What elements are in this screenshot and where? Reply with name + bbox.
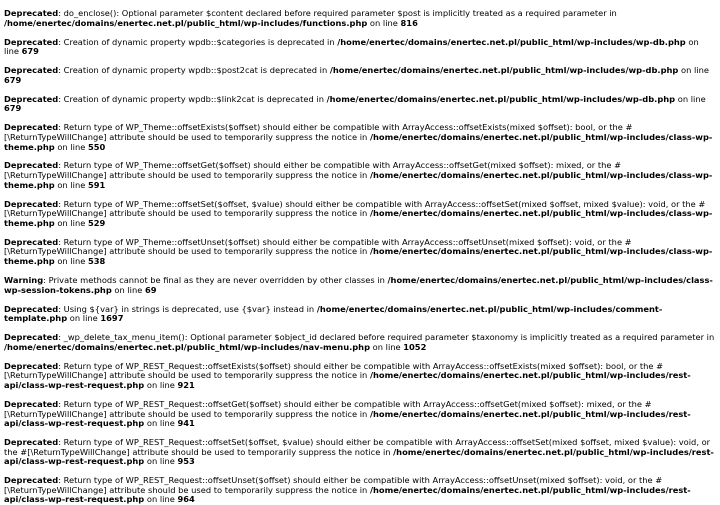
notice-message: : Return type of WP_REST_Request::offsetGet($offset) should either be compatible with ArrayAccess::offsetGet(mixed $offset): mixed, or the #[\ReturnTypeWillChange] attribute should be used to temporarily suppress the notice in (4, 398, 652, 419)
notice-file-path: /home/enertec/domains/enertec.net.pl/public_html/wp-includes/comment-template.php (4, 303, 663, 324)
notice-on-line: on line (367, 17, 401, 28)
notice-line-number: 1697 (100, 313, 124, 324)
notice-on-line: on line (370, 341, 404, 352)
notice-label: Warning (4, 275, 44, 285)
notice-message: : _wp_delete_tax_menu_item(): Optional parameter $object_id declared before required parameter $taxonomy is implicitly treated as a required parameter in (58, 332, 715, 343)
notice-message: : Return type of WP_REST_Request::offsetSet($offset, $value) should either be compatible with ArrayAccess::offsetSet(mixed $offset, mixed $value): void, or the #[\ReturnTypeWillChange] attribute should be used to temporarily suppress the notice in (4, 437, 711, 457)
notice-on-line: on line (54, 217, 88, 228)
notice-file-path: /home/enertec/domains/enertec.net.pl/public_html/wp-includes/rest-api/class-wp-rest-request.php (4, 408, 691, 429)
notice-line-number: 964 (177, 494, 195, 505)
notice-on-line: on line (144, 494, 178, 505)
notice-message: : Return type of WP_Theme::offsetGet($offset) should either be compatible with ArrayAccess::offsetGet(mixed $offset): mixed, or the #[\ReturnTypeWillChange] attribute should be used to temporarily suppress the notice in (4, 160, 622, 181)
notice-label: Deprecated (4, 122, 59, 133)
notice-file-path: /home/enertec/domains/enertec.net.pl/public_html/wp-includes/class-wp-theme.php (4, 246, 713, 267)
php-notice (4, 362, 716, 391)
notice-file-path: /home/enertec/domains/enertec.net.pl/public_html/wp-includes/rest-api/class-wp-rest-request.php (4, 370, 691, 390)
notice-file-path: /home/enertec/domains/enertec.net.pl/public_html/wp-includes/wp-db.php (326, 93, 676, 104)
notice-line-number: 69 (145, 284, 157, 295)
notice-label: Deprecated (4, 360, 59, 371)
php-notice (4, 38, 716, 57)
notice-message: : Creation of dynamic property wpdb::$link2cat is deprecated in (58, 93, 327, 104)
php-notice (4, 123, 716, 152)
notice-on-line: on line (54, 141, 88, 152)
notice-label: Deprecated (4, 36, 59, 47)
notice-line-number: 816 (400, 17, 418, 28)
notice-label: Deprecated (4, 332, 59, 343)
notice-message: : Return type of WP_REST_Request::offsetExists($offset) should either be compatible with ArrayAccess::offsetExists(mixed $offset): bool, or the #[\ReturnTypeWillChange] attribute should be used to temporarily suppress the notice in (4, 360, 664, 381)
notice-on-line: on line (144, 456, 178, 467)
notice-label: Deprecated (4, 160, 59, 171)
notice-on-line: on line (675, 93, 706, 104)
php-notice (4, 305, 716, 324)
notice-file-path: /home/enertec/domains/enertec.net.pl/public_html/wp-includes/functions.php (4, 17, 368, 28)
notice-label: Deprecated (4, 437, 59, 448)
php-notice (4, 200, 716, 229)
php-notice (4, 438, 716, 467)
notice-file-path: /home/enertec/domains/enertec.net.pl/public_html/wp-includes/class-wp-theme.php (4, 131, 713, 152)
notice-line-number: 953 (177, 456, 195, 467)
notice-message: : Return type of WP_Theme::offsetUnset($offset) should either be compatible with ArrayAccess::offsetUnset(mixed $offset): void, or the #[\ReturnTypeWillChange] attribute should be used to temporarily suppress the notice in (4, 236, 632, 257)
notice-label: Deprecated (4, 398, 59, 409)
notice-on-line: on line (111, 284, 145, 295)
php-notice (4, 161, 716, 190)
notice-message: : do_enclose(): Optional parameter $content declared before required parameter $post is implicitly treated as a required parameter in (58, 8, 617, 18)
notice-line-number: 679 (21, 46, 39, 57)
notice-label: Deprecated (4, 303, 59, 314)
notice-line-number: 591 (87, 179, 106, 190)
notice-file-path: /home/enertec/domains/enertec.net.pl/public_html/wp-includes/class-wp-theme.php (4, 170, 713, 190)
notice-line-number: 538 (87, 256, 106, 267)
notice-line-number: 550 (87, 141, 106, 152)
notice-message: : Creation of dynamic property wpdb::$categories is deprecated in (58, 36, 338, 47)
notice-message: : Using ${var} in strings is deprecated, use {$var} instead in (58, 303, 317, 314)
notice-line-number: 679 (4, 74, 22, 85)
notice-on-line: on line (67, 313, 101, 324)
notice-on-line: on line (678, 65, 709, 76)
notice-label: Deprecated (4, 65, 59, 76)
php-notice (4, 95, 716, 114)
notice-file-path: /home/enertec/domains/enertec.net.pl/public_html/wp-includes/wp-db.php (337, 36, 686, 47)
php-notice (4, 476, 716, 505)
notice-label: Deprecated (4, 198, 59, 209)
notice-file-path: /home/enertec/domains/enertec.net.pl/public_html/wp-includes/class-wp-theme.php (4, 208, 713, 228)
notice-file-path: /home/enertec/domains/enertec.net.pl/public_html/wp-includes/rest-api/class-wp-rest-request.php (4, 484, 691, 505)
notice-file-path: /home/enertec/domains/enertec.net.pl/public_html/wp-includes/rest-api/class-wp-rest-request.php (4, 446, 714, 467)
notice-label: Deprecated (4, 236, 59, 247)
php-notice (4, 238, 716, 267)
notice-message: : Return type of WP_REST_Request::offsetUnset($offset) should either be compatible with ArrayAccess::offsetUnset(mixed $offset): void, or the #[\ReturnTypeWillChange] attribute should be used to temporarily suppress the notice in (4, 475, 663, 495)
notice-on-line: on line (54, 179, 88, 190)
notice-label: Deprecated (4, 93, 59, 104)
notice-line-number: 921 (177, 379, 195, 390)
notice-file-path: /home/enertec/domains/enertec.net.pl/public_html/wp-includes/wp-db.php (329, 65, 679, 76)
notice-message: : Creation of dynamic property wpdb::$post2cat is deprecated in (58, 65, 330, 76)
php-notice (4, 66, 716, 85)
notice-line-number: 679 (4, 103, 22, 114)
notice-message: : Private methods cannot be final as they are never overridden by other classes in (43, 275, 388, 285)
notice-message: : Return type of WP_Theme::offsetExists($offset) should either be compatible with ArrayAccess::offsetExists(mixed $offset): bool, or the #[\ReturnTypeWillChange] attribute should be used to temporarily suppress the notice in (4, 122, 633, 142)
notice-message: : Return type of WP_Theme::offsetSet($offset, $value) should either be compatible with ArrayAccess::offsetSet(mixed $offset, mixed $value): void, or the #[\ReturnTypeWillChange] attribute should be used to temporarily suppress the notice in (4, 198, 706, 219)
php-notice (4, 400, 716, 429)
notice-file-path: /home/enertec/domains/enertec.net.pl/public_html/wp-includes/nav-menu.php (4, 341, 371, 352)
notice-on-line: on line (144, 418, 178, 429)
notice-label: Deprecated (4, 8, 59, 18)
php-notice (4, 333, 716, 352)
notice-line-number: 1052 (403, 341, 427, 352)
php-notice (4, 9, 716, 28)
notice-on-line: on line (54, 256, 88, 267)
notice-label: Deprecated (4, 475, 59, 486)
notice-file-path: /home/enertec/domains/enertec.net.pl/public_html/wp-includes/class-wp-session-tokens.php (4, 275, 713, 295)
notice-on-line: on line (4, 36, 699, 57)
php-notice (4, 276, 716, 295)
notice-line-number: 941 (177, 418, 195, 429)
notice-line-number: 529 (87, 217, 106, 228)
notice-on-line: on line (144, 379, 178, 390)
